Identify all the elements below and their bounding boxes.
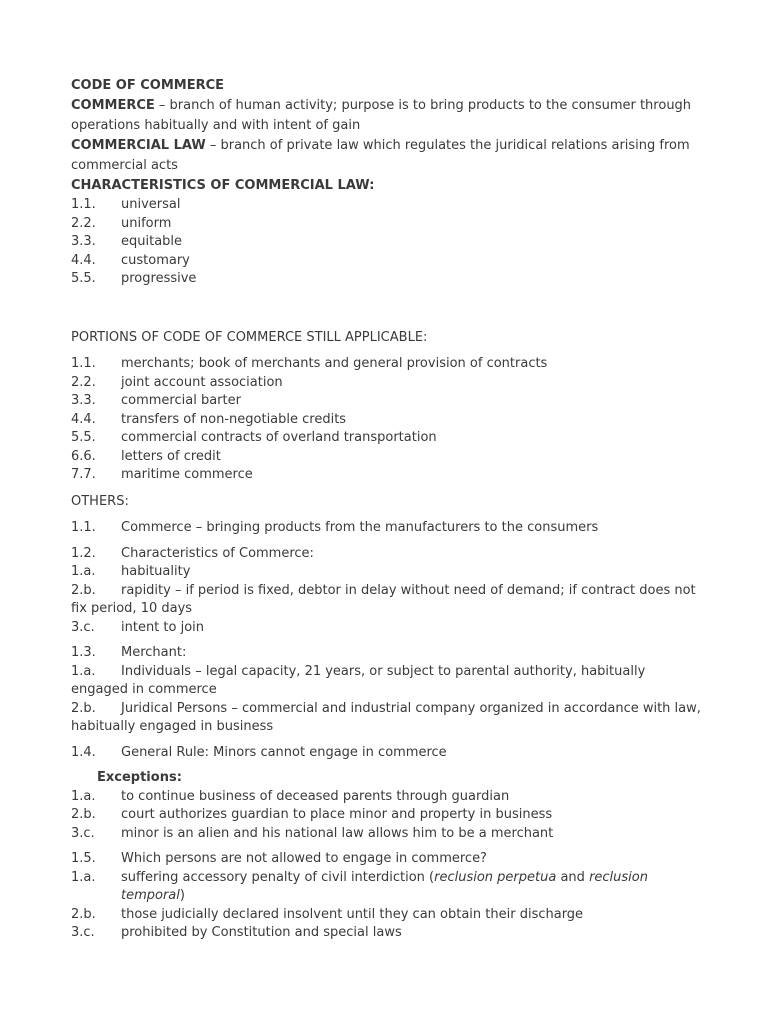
list-number: 5.5. — [71, 271, 96, 286]
section-heading — [71, 744, 701, 763]
list-number: 1.5. — [71, 851, 96, 866]
list-item — [71, 906, 701, 925]
document-title: CODE OF COMMERCE — [71, 78, 225, 93]
definition-term: COMMERCIAL LAW — [71, 138, 206, 153]
list-item — [71, 448, 701, 467]
list-number: 3.3. — [71, 393, 96, 408]
list-number: 3.c. — [71, 619, 95, 635]
characteristics-list — [71, 196, 701, 289]
list-number: 2.b. — [71, 906, 96, 922]
list-item — [71, 806, 701, 825]
list-item — [71, 233, 701, 252]
list-text: equitable — [121, 234, 183, 249]
list-item — [71, 582, 701, 619]
list-item — [71, 270, 701, 289]
list-number: 2.2. — [71, 215, 96, 231]
list-number: 6.6. — [71, 448, 96, 464]
list-item — [71, 563, 701, 582]
list-text: intent to join — [121, 619, 205, 635]
others-heading: OTHERS: — [71, 493, 129, 509]
list-number: 1.a. — [71, 869, 96, 885]
list-text: prohibited by Constitution and special laws — [121, 925, 402, 940]
list-number: 7.7. — [71, 467, 96, 482]
list-text: uniform — [121, 215, 172, 231]
list-number: 3.c. — [71, 825, 95, 841]
list-text: universal — [121, 197, 181, 212]
list-number: 5.5. — [71, 430, 96, 445]
list-number: 1.4. — [71, 744, 96, 760]
list-text: minor is an alien and his national law allows him to be a merchant — [121, 825, 554, 841]
list-text: commercial contracts of overland transportation — [121, 430, 437, 445]
list-item — [71, 788, 701, 807]
list-text: maritime commerce — [121, 467, 253, 482]
list-number: 2.b. — [71, 582, 96, 598]
list-item — [71, 825, 701, 844]
list-number: 1.1. — [71, 520, 96, 535]
list-number: 4.4. — [71, 252, 96, 268]
list-number: 1.3. — [71, 645, 96, 660]
list-number: 2.2. — [71, 374, 96, 390]
list-text: Merchant: — [121, 645, 187, 660]
commerce-definition — [71, 96, 701, 136]
definition-text: – branch of human activity; purpose is to bring products to the consumer through operations habitually and with intent of gain — [71, 98, 692, 133]
list-number: 3.c. — [71, 925, 95, 940]
list-number: 1.1. — [71, 197, 96, 212]
definition-term: COMMERCE — [71, 98, 155, 113]
italic-term: reclusion perpetua — [434, 869, 557, 885]
list-number: 2.b. — [71, 807, 96, 822]
list-text: habituality — [121, 564, 191, 579]
list-text — [121, 869, 701, 906]
commercial-law-definition — [71, 136, 701, 176]
list-number: 1.a. — [71, 663, 96, 679]
list-text: those judicially declared insolvent until they can obtain their discharge — [121, 906, 584, 922]
list-item — [71, 215, 701, 234]
list-item — [71, 869, 701, 906]
portions-heading: PORTIONS OF CODE OF COMMERCE STILL APPLICABLE: — [71, 329, 428, 345]
definition-text: – branch of private law which regulates the juridical relations arising from commercial acts — [71, 138, 690, 173]
list-number: 3.3. — [71, 234, 96, 249]
portions-list — [71, 355, 701, 485]
list-text: progressive — [121, 271, 197, 286]
list-text: merchants; book of merchants and general provision of contracts — [121, 356, 548, 371]
document-body — [71, 76, 701, 943]
list-item — [71, 429, 701, 448]
list-item — [71, 663, 701, 700]
list-item — [71, 392, 701, 411]
characteristics-heading: CHARACTERISTICS OF COMMERCIAL LAW: — [71, 178, 375, 193]
list-item — [71, 466, 701, 485]
list-text: rapidity – if period is fixed, debtor in delay without need of demand; if contract does not fix period, 10 days — [71, 582, 696, 616]
list-item — [71, 924, 701, 943]
list-number: 1.a. — [71, 564, 96, 579]
section-heading — [71, 545, 701, 564]
list-text: Individuals – legal capacity, 21 years, or subject to parental authority, habitually engaged in commerce — [71, 663, 646, 697]
list-item — [71, 411, 701, 430]
list-number: 2.b. — [71, 700, 96, 716]
list-text: to continue business of deceased parents through guardian — [121, 788, 510, 804]
italic-term: reclusion temporal — [121, 869, 648, 903]
text-run: and — [556, 869, 590, 885]
section-heading — [71, 850, 701, 869]
list-item — [71, 700, 701, 737]
text-run: ) — [179, 888, 185, 903]
list-number: 1.2. — [71, 545, 96, 561]
list-item — [71, 374, 701, 393]
list-number: 4.4. — [71, 411, 96, 427]
list-text: joint account association — [121, 374, 283, 390]
exceptions-label: Exceptions: — [97, 770, 182, 785]
list-text: transfers of non-negotiable credits — [121, 411, 347, 427]
list-text: General Rule: Minors cannot engage in commerce — [121, 744, 447, 760]
list-text: Which persons are not allowed to engage in commerce? — [121, 851, 487, 866]
list-item — [71, 519, 701, 538]
list-text: letters of credit — [121, 448, 221, 464]
text-run: suffering accessory penalty of civil interdiction ( — [121, 869, 435, 885]
list-text: Commerce – bringing products from the manufacturers to the consumers — [121, 520, 599, 535]
section-heading — [71, 644, 701, 663]
list-number: 1.1. — [71, 356, 96, 371]
list-item — [71, 196, 701, 215]
list-item — [71, 619, 701, 638]
list-item — [71, 355, 701, 374]
list-text: Juridical Persons – commercial and industrial company organized in accordance with law, habitually engaged in business — [71, 700, 701, 734]
list-text: court authorizes guardian to place minor and property in business — [121, 807, 553, 822]
list-text: customary — [121, 252, 190, 268]
list-item — [71, 252, 701, 271]
list-number: 1.a. — [71, 788, 96, 804]
list-text: commercial barter — [121, 393, 241, 408]
list-text: Characteristics of Commerce: — [121, 545, 314, 561]
